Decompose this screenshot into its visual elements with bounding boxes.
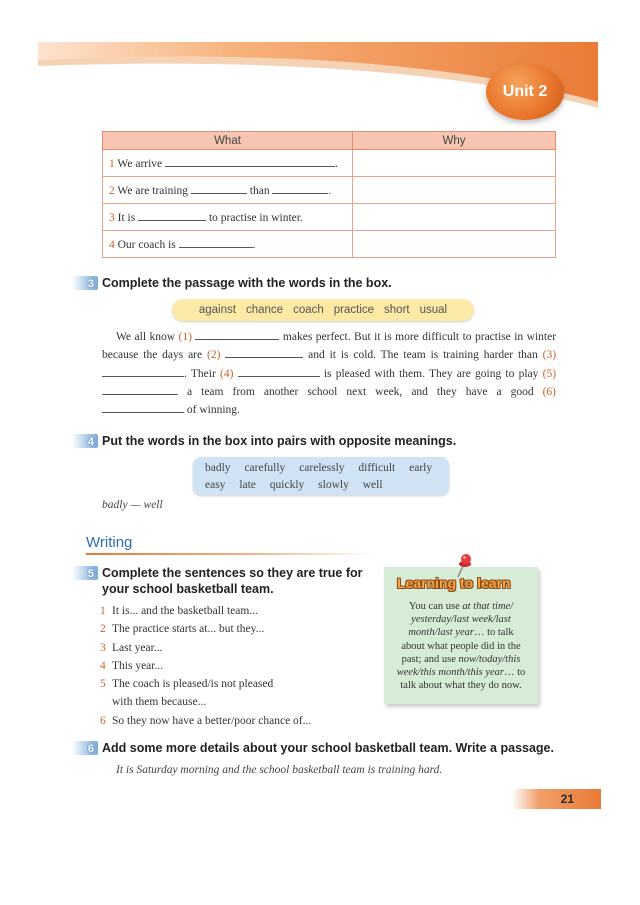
writing-divider	[86, 553, 376, 555]
list-item: 4 This year...	[100, 659, 164, 672]
table-row: 3 It is to practise in winter.	[103, 204, 556, 231]
note-title: Learning to learn	[397, 575, 511, 591]
section-3-heading: 3 Complete the passage with the words in the box.	[72, 275, 392, 291]
column-header-why: Why	[353, 132, 556, 150]
section-6-example: It is Saturday morning and the school basketball team is training hard.	[116, 764, 443, 776]
answer-blank[interactable]	[102, 385, 178, 395]
section-4-heading: 4 Put the words in the box into pairs with opposite meanings.	[72, 433, 456, 449]
list-item: 2 The practice starts at... but they...	[100, 623, 265, 636]
section-5-list	[100, 602, 311, 730]
answer-blank[interactable]	[272, 184, 328, 194]
column-header-what: What	[103, 132, 353, 150]
answer-blank[interactable]	[138, 211, 206, 221]
word-box-4: badly carefully carelessly difficult early easy late quickly slowly well	[193, 457, 449, 495]
what-why-table	[102, 131, 556, 258]
answer-blank[interactable]	[191, 184, 247, 194]
section-6-heading: 6 Add some more details about your school basketball team. Write a passage.	[72, 740, 554, 756]
list-item: 1 It is... and the basketball team...	[100, 605, 258, 617]
writing-heading: Writing	[86, 534, 133, 551]
why-cell[interactable]	[353, 204, 556, 231]
table-row: 2 We are training than .	[103, 177, 556, 204]
list-item: with them because...	[112, 696, 207, 709]
answer-blank[interactable]	[179, 238, 253, 248]
list-item: 3 Last year...	[100, 641, 163, 654]
table-row: 4 Our coach is .	[103, 231, 556, 258]
answer-blank[interactable]	[195, 330, 279, 340]
section-5-heading: 5 Complete the sentences so they are true for your school basketball team.	[72, 565, 363, 597]
answer-blank[interactable]	[102, 367, 184, 377]
answer-blank[interactable]	[238, 367, 320, 377]
word-box-3: against chance coach practice short usual	[172, 299, 474, 321]
table-row: 1 We arrive .	[103, 150, 556, 177]
passage: We all know (1) makes perfect. But it is more difficult to practise in winter because the days are (2) and it is cold. The team is training harder than (3) . Their (4) is pleased with them. They are going to play (5) a team from another school next week, and they have a good (6) of winning.	[102, 331, 557, 417]
why-cell[interactable]	[353, 231, 556, 258]
list-item: 6 So they now have a better/poor chance of...	[100, 714, 312, 727]
note-body: You can use at that time/ yesterday/last week/last month/last year… to talk about what people did in the past; and use now/today/this week/this month/this year… to talk about what they do now.	[396, 601, 526, 692]
list-item: 5 The coach is pleased/is not pleased	[100, 678, 274, 691]
answer-blank[interactable]	[165, 157, 335, 167]
why-cell[interactable]	[353, 177, 556, 204]
page-number: 21	[512, 789, 601, 809]
answer-blank[interactable]	[102, 403, 184, 413]
unit-badge: Unit 2	[486, 64, 564, 120]
example-pair: badly — well	[102, 499, 163, 511]
why-cell[interactable]	[353, 150, 556, 177]
answer-blank[interactable]	[225, 348, 303, 358]
